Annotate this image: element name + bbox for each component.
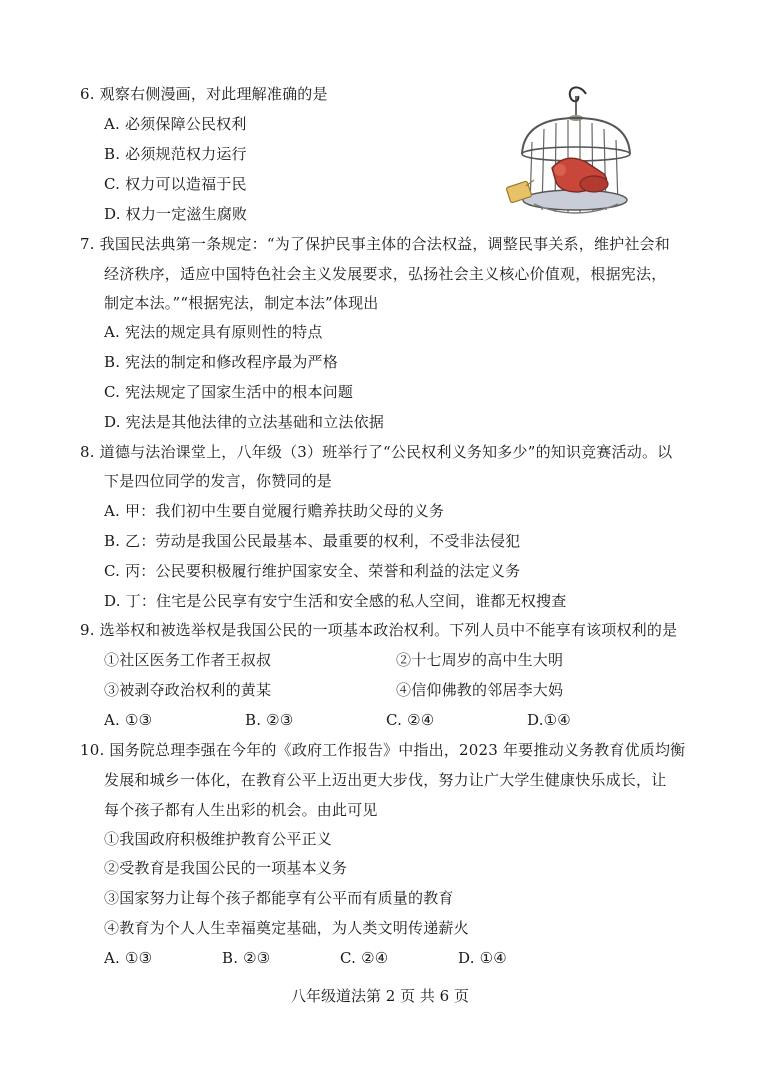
q9-item-1: ①社区医务工作者王叔叔 xyxy=(104,651,272,669)
q6-stem: 6. 观察右侧漫画，对此理解准确的是 xyxy=(80,85,328,103)
q9-option-c: C. ②④ xyxy=(386,711,435,729)
q7-stem-line-1: 7. 我国民法典第一条规定：“为了保护民事主体的合法权益，调整民事关系，维护社会和 xyxy=(80,235,670,253)
q10-item-2: ②受教育是我国公民的一项基本义务 xyxy=(104,859,348,877)
q9-option-d: D.①④ xyxy=(527,711,571,729)
q8-option-d: D. 丁：住宅是公民享有安宁生活和安全感的私人空间，谁都无权搜查 xyxy=(104,592,567,610)
q8-stem-line-2: 下是四位同学的发言，你赞同的是 xyxy=(104,472,333,490)
q10-item-1: ①我国政府积极维护教育公平正义 xyxy=(104,830,333,848)
q8-option-a: A. 甲：我们初中生要自觉履行赡养扶助父母的义务 xyxy=(104,502,445,520)
q10-option-b: B. ②③ xyxy=(222,949,271,967)
q8-option-b: B. 乙：劳动是我国公民最基本、最重要的权利，不受非法侵犯 xyxy=(104,532,521,550)
q7-option-b: B. 宪法的制定和修改程序最为严格 xyxy=(104,353,338,371)
q9-option-a: A. ①③ xyxy=(104,711,153,729)
q8-stem-line-1: 8. 道德与法治课堂上，八年级（3）班举行了“公民权利义务知多少”的知识竞赛活动。以 xyxy=(80,443,673,461)
q10-item-4: ④教育为个人人生幸福奠定基础，为人类文明传递薪火 xyxy=(104,919,469,937)
q6-option-a: A. 必须保障公民权利 xyxy=(104,115,247,133)
q7-option-a: A. 宪法的规定具有原则性的特点 xyxy=(104,323,323,341)
q7-option-d: D. 宪法是其他法律的立法基础和立法依据 xyxy=(104,413,385,431)
q9-stem: 9. 选举权和被选举权是我国公民的一项基本政治权利。下列人员中不能享有该项权利的是 xyxy=(80,621,678,639)
q10-stem-line-2: 发展和城乡一体化，在教育公平上迈出更大步伐，努力让广大学生健康快乐成长，让 xyxy=(104,771,667,789)
q10-option-c: C. ②④ xyxy=(340,949,389,967)
q10-item-3: ③国家努力让每个孩子都能享有公平而有质量的教育 xyxy=(104,889,454,907)
q7-option-c: C. 宪法规定了国家生活中的根本问题 xyxy=(104,383,354,401)
q7-stem-line-3: 制定本法。”“根据宪法，制定本法”体现出 xyxy=(104,294,379,312)
q9-item-2: ②十七周岁的高中生大明 xyxy=(396,651,564,669)
q6-option-b: B. 必须规范权力运行 xyxy=(104,145,247,163)
q10-stem-line-3: 每个孩子都有人生出彩的机会。由此可见 xyxy=(104,801,378,819)
q6-option-c: C. 权力可以造福于民 xyxy=(104,175,247,193)
q9-item-3: ③被剥夺政治权利的黄某 xyxy=(104,681,272,699)
q10-stem-line-1: 10. 国务院总理李强在今年的《政府工作报告》中指出，2023 年要推动义务教育优质均衡 xyxy=(80,741,686,759)
q9-option-b: B. ②③ xyxy=(245,711,294,729)
q7-stem-line-2: 经济秩序，适应中国特色社会主义发展要求，弘扬社会主义核心价值观，根据宪法， xyxy=(104,265,667,283)
page-footer: 八年级道法第 2 页 共 6 页 xyxy=(291,987,469,1005)
q6-option-d: D. 权力一定滋生腐败 xyxy=(104,205,248,223)
q10-option-a: A. ①③ xyxy=(104,949,153,967)
q8-option-c: C. 丙：公民要积极履行维护国家安全、荣誉和利益的法定义务 xyxy=(104,562,521,580)
birdcage-cartoon-image xyxy=(500,82,635,222)
q9-item-4: ④信仰佛教的邻居李大妈 xyxy=(396,681,564,699)
q10-option-d: D. ①④ xyxy=(458,949,507,967)
